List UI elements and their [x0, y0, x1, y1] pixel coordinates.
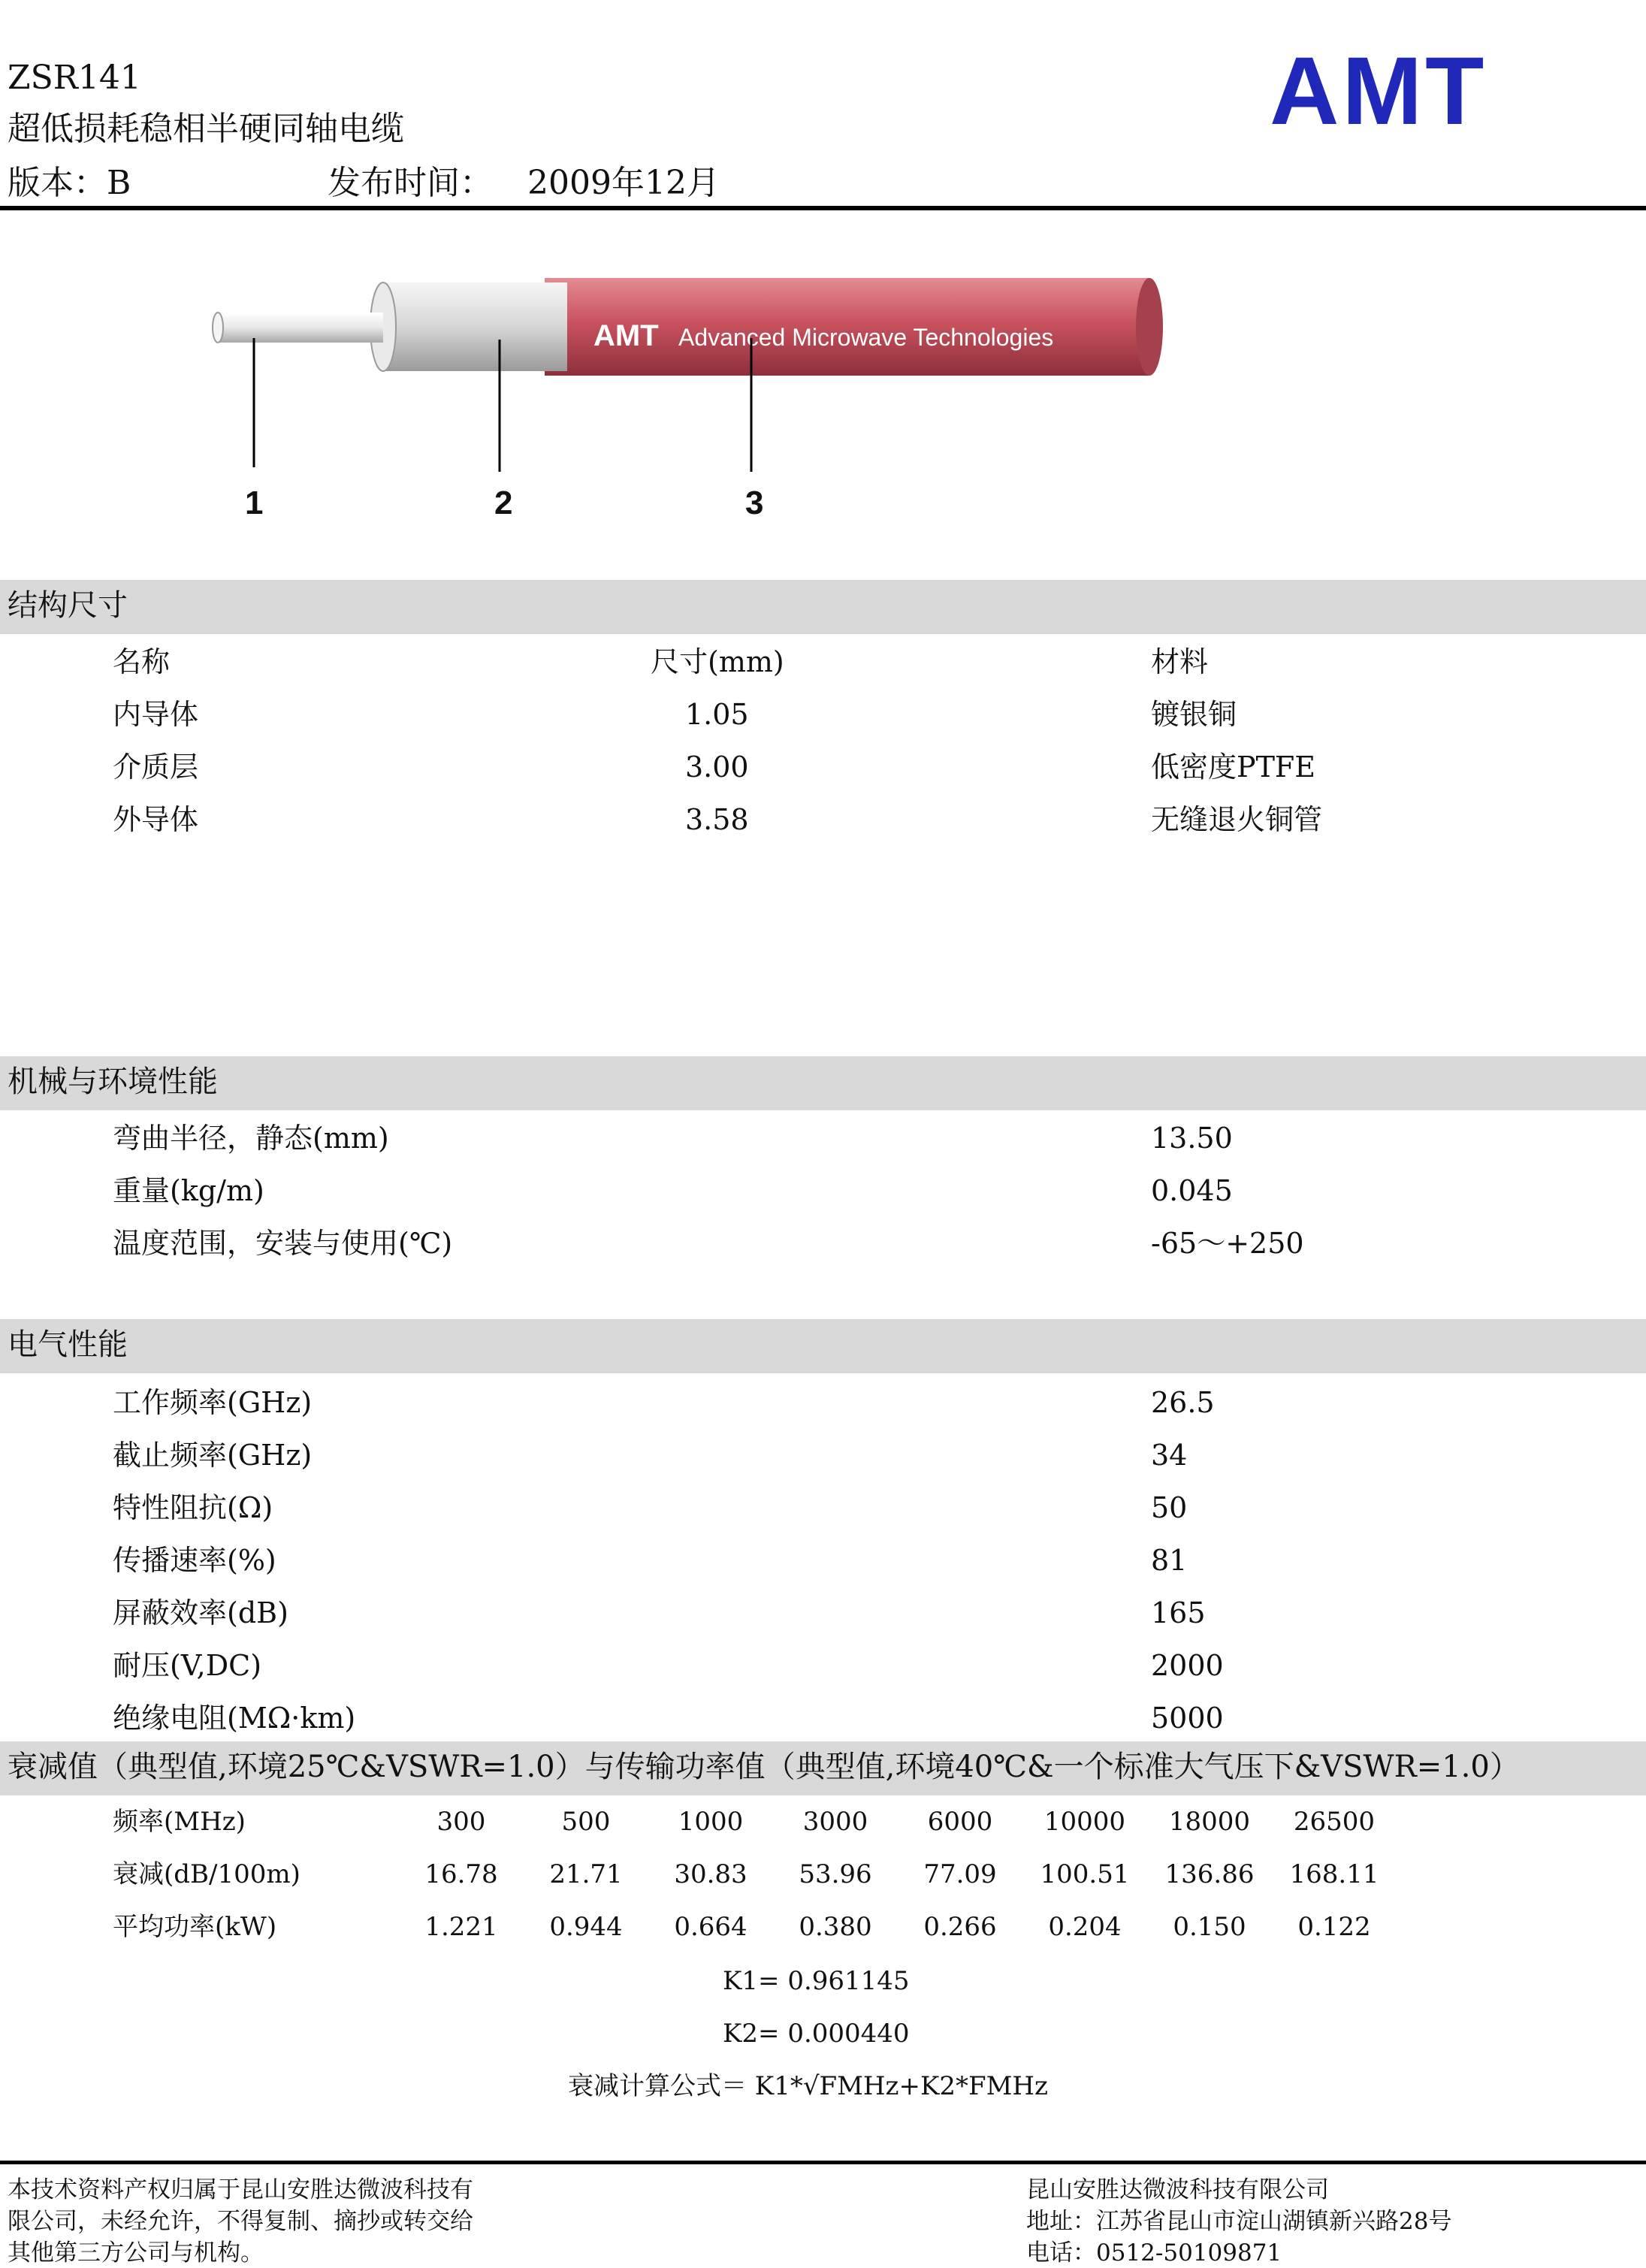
electrical-label: 特性阻抗(Ω)	[113, 1491, 273, 1524]
footer-copyright-line-1: 本技术资料产权归属于昆山安胜达微波科技有	[8, 2176, 473, 2203]
electrical-label: 工作频率(GHz)	[113, 1386, 313, 1419]
power-cell: 0.204	[1048, 1912, 1122, 1942]
section-mechanical-header	[0, 1056, 1646, 1110]
electrical-value: 50	[1151, 1491, 1188, 1524]
footer-address: 地址：江苏省昆山市淀山湖镇新兴路28号	[1026, 2208, 1452, 2235]
k2-value: K2= 0.000440	[723, 2019, 910, 2049]
section-mechanical-title: 机械与环境性能	[8, 1065, 218, 1099]
frequency-cell: 3000	[802, 1807, 868, 1837]
mechanical-value: 13.50	[1151, 1122, 1233, 1155]
section-attenuation-title: 衰减值（典型值,环境25℃&VSWR=1.0）与传输功率值（典型值,环境40℃&一个标准大气压下&VSWR=1.0）	[8, 1750, 1520, 1784]
jacket-text: Advanced Microwave Technologies	[678, 324, 1054, 351]
attenuation-row-label-power: 平均功率(kW)	[113, 1912, 277, 1942]
mechanical-value: 0.045	[1151, 1174, 1233, 1207]
footer-phone: 电话：0512-50109871	[1026, 2239, 1282, 2266]
section-structure-title: 结构尺寸	[8, 588, 128, 623]
callout-1: 1	[245, 485, 264, 521]
footer-rule	[0, 2161, 1646, 2164]
power-cell: 0.664	[674, 1912, 747, 1942]
mechanical-label: 温度范围，安装与使用(℃)	[113, 1227, 453, 1260]
attenuation-cell: 100.51	[1040, 1859, 1130, 1889]
attenuation-cell: 16.78	[424, 1859, 498, 1889]
table-row-name: 内导体	[113, 698, 199, 731]
attenuation-row-label-frequency: 频率(MHz)	[113, 1807, 246, 1837]
version-label: 版本：B	[8, 164, 131, 202]
frequency-cell: 10000	[1043, 1807, 1126, 1837]
mechanical-value: -65～+250	[1151, 1227, 1304, 1260]
electrical-label: 屏蔽效率(dB)	[113, 1596, 288, 1629]
power-cell: 0.944	[549, 1912, 623, 1942]
attenuation-cell: 21.71	[549, 1859, 623, 1889]
table-row-size: 3.00	[685, 750, 749, 784]
electrical-label: 绝缘电阻(MΩ·km)	[113, 1702, 356, 1735]
electrical-value: 26.5	[1151, 1386, 1215, 1419]
attenuation-cell: 168.11	[1289, 1859, 1379, 1889]
power-cell: 1.221	[424, 1912, 498, 1942]
section-electrical-header	[0, 1319, 1646, 1373]
frequency-cell: 26500	[1293, 1807, 1376, 1837]
table-row-material: 无缝退火铜管	[1151, 803, 1323, 836]
frequency-cell: 500	[561, 1807, 611, 1837]
amt-logo: AMT	[1270, 38, 1487, 145]
mechanical-label: 弯曲半径，静态(mm)	[113, 1122, 389, 1155]
frequency-cell: 300	[436, 1807, 486, 1837]
electrical-value: 2000	[1151, 1649, 1224, 1682]
release-label: 发布时间：	[328, 164, 493, 202]
footer-copyright-line-3: 其他第三方公司与机构。	[8, 2239, 264, 2266]
section-electrical-title: 电气性能	[8, 1327, 128, 1362]
power-cell: 0.150	[1173, 1912, 1246, 1942]
k1-value: K1= 0.961145	[723, 1966, 910, 1996]
section-attenuation-header	[0, 1741, 1646, 1795]
electrical-label: 传播速率(%)	[113, 1544, 276, 1577]
structure-header-size: 尺寸(mm)	[651, 645, 784, 678]
table-row-name: 介质层	[113, 750, 199, 784]
table-row-name: 外导体	[113, 803, 199, 836]
electrical-label: 截止频率(GHz)	[113, 1439, 313, 1472]
attenuation-cell: 136.86	[1164, 1859, 1255, 1889]
structure-header-name: 名称	[113, 645, 171, 678]
release-date: 2009年12月	[527, 164, 720, 202]
section-structure-header	[0, 580, 1646, 634]
product-name: 超低损耗稳相半硬同轴电缆	[8, 110, 404, 148]
footer-copyright-line-2: 限公司，未经允许，不得复制、摘抄或转交给	[8, 2208, 473, 2235]
table-row-material: 镀银铜	[1151, 698, 1237, 731]
table-row-size: 3.58	[685, 803, 749, 836]
table-row-size: 1.05	[685, 698, 749, 731]
footer-company: 昆山安胜达微波科技有限公司	[1026, 2176, 1329, 2203]
model-number: ZSR141	[8, 59, 141, 97]
callout-2: 2	[494, 485, 513, 521]
cable-inner-conductor	[213, 313, 383, 343]
power-cell: 0.122	[1297, 1912, 1371, 1942]
frequency-cell: 18000	[1168, 1807, 1251, 1837]
mechanical-label: 重量(kg/m)	[113, 1174, 264, 1207]
header-rule	[0, 206, 1646, 210]
power-cell: 0.380	[799, 1912, 872, 1942]
attenuation-cell: 30.83	[674, 1859, 747, 1889]
cable-dielectric	[370, 282, 567, 371]
jacket-brand: AMT	[593, 319, 659, 352]
attenuation-row-label-attenuation: 衰减(dB/100m)	[113, 1859, 301, 1889]
electrical-value: 34	[1151, 1439, 1188, 1472]
structure-header-material: 材料	[1151, 645, 1209, 678]
power-cell: 0.266	[923, 1912, 997, 1942]
frequency-cell: 6000	[927, 1807, 993, 1837]
attenuation-formula: 衰减计算公式＝ K1*√FMHz+K2*FMHz	[568, 2071, 1048, 2101]
table-row-material: 低密度PTFE	[1151, 750, 1316, 784]
attenuation-cell: 53.96	[799, 1859, 872, 1889]
electrical-value: 5000	[1151, 1702, 1224, 1735]
electrical-label: 耐压(V,DC)	[113, 1649, 262, 1682]
frequency-cell: 1000	[678, 1807, 744, 1837]
callout-3: 3	[745, 485, 764, 521]
electrical-value: 81	[1151, 1544, 1188, 1577]
attenuation-cell: 77.09	[923, 1859, 997, 1889]
electrical-value: 165	[1151, 1596, 1206, 1629]
